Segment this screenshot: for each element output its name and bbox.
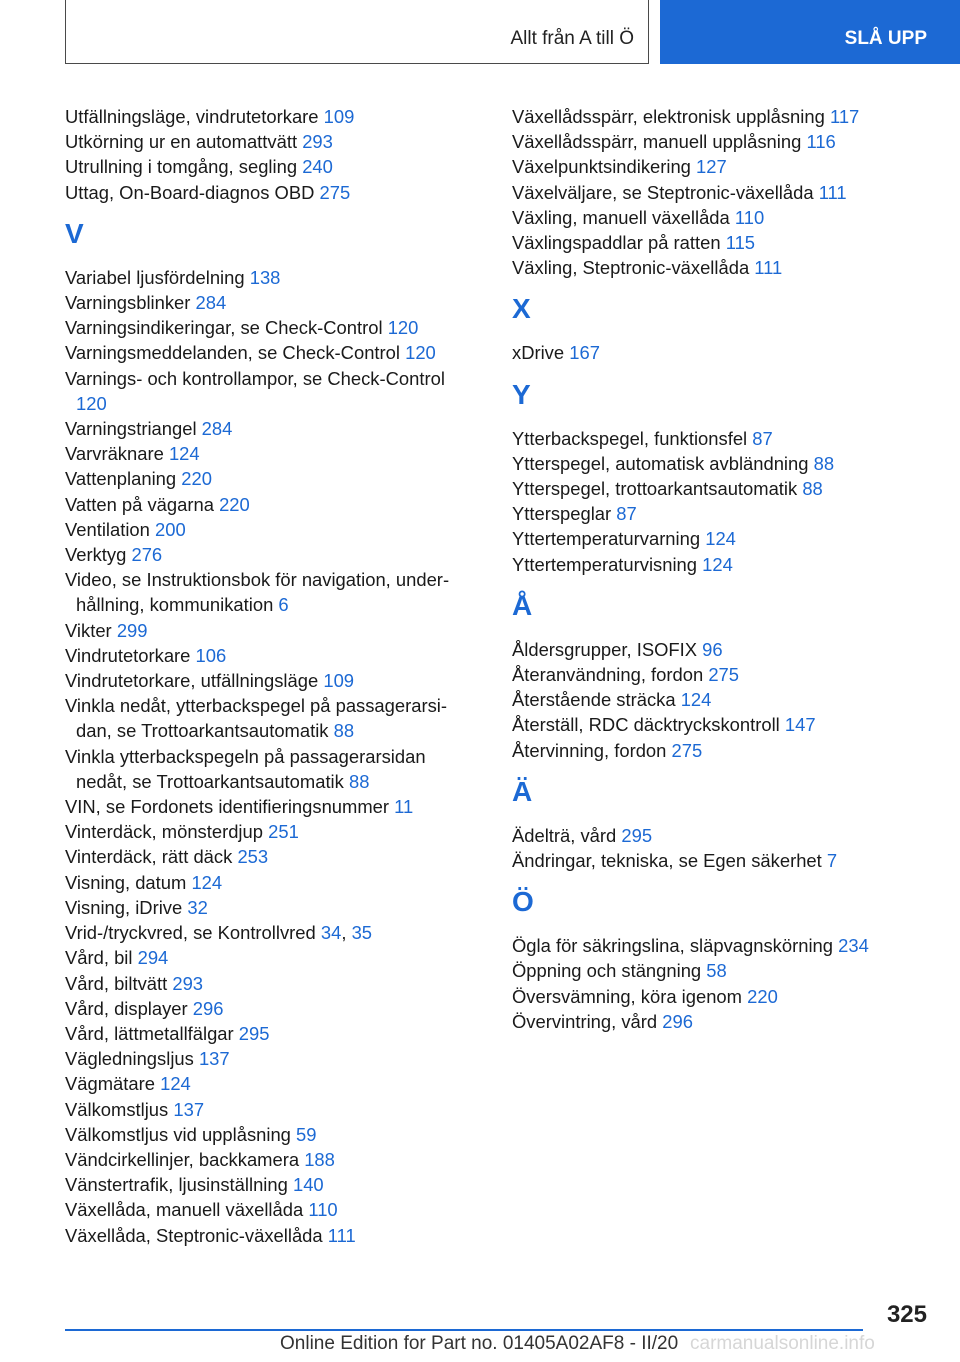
index-entry <box>65 920 465 945</box>
index-entry <box>512 255 912 280</box>
index-entry-text: Vikter <box>65 619 112 641</box>
index-entry <box>65 819 465 844</box>
page-link[interactable]: 138 <box>249 266 281 288</box>
index-entry <box>65 1071 465 1096</box>
index-entry <box>65 441 465 466</box>
page-link[interactable]: 137 <box>198 1048 230 1070</box>
index-entry <box>512 230 912 255</box>
index-entry-text: Vård, displayer <box>65 997 188 1019</box>
page-link[interactable]: 87 <box>616 503 637 525</box>
index-entry-text: Ventilation <box>65 518 150 540</box>
page-link[interactable]: 275 <box>319 181 351 203</box>
page-link[interactable]: 6 <box>278 594 289 616</box>
index-entry-text: VIN, se Fordonets identifieringsnummer <box>65 796 390 818</box>
index-entry <box>512 552 912 577</box>
page-link[interactable]: 234 <box>838 935 869 957</box>
index-entry <box>65 1097 465 1122</box>
index-entry-text: Visning, datum <box>65 871 187 893</box>
index-entry <box>65 517 465 542</box>
page-link[interactable]: 88 <box>802 478 823 500</box>
index-entry <box>512 848 912 873</box>
header-title-box <box>65 0 649 64</box>
index-entry-text: Ytterspegel, automatisk avbländning <box>512 452 809 474</box>
index-entry-text: Växellåda, Steptronic-växellåda <box>65 1224 323 1246</box>
index-entry-text: Varnings- och kontrollampor, se Check-Control <box>65 367 445 389</box>
index-entry-text: Vattenplaning <box>65 468 177 490</box>
index-entry-text: xDrive <box>512 342 565 364</box>
footer-watermark: carmanualsonline.info <box>690 1333 875 1354</box>
index-entry <box>512 205 912 230</box>
page-link[interactable]: 127 <box>696 156 727 178</box>
page-link[interactable]: 124 <box>680 689 712 711</box>
index-entry-text: Växellådsspärr, manuell upplåsning <box>512 131 802 153</box>
index-entry-text: Vänstertrafik, ljusinställning <box>65 1174 288 1196</box>
page-link[interactable]: 88 <box>333 720 355 742</box>
index-entry-text: Ytterbackspegel, funktionsfel <box>512 427 748 449</box>
page-link[interactable]: 87 <box>752 427 773 449</box>
index-entry-text: Vård, lättmetallfälgar <box>65 1022 234 1044</box>
page-link[interactable]: 59 <box>296 1123 317 1145</box>
page-link[interactable]: 111 <box>754 257 783 279</box>
page-link[interactable]: 137 <box>173 1098 205 1120</box>
index-entry <box>512 154 912 179</box>
index-entry-text: Vård, biltvätt <box>65 972 168 994</box>
index-letter-heading: Å <box>512 589 533 621</box>
index-letter-heading: Ö <box>512 886 534 918</box>
index-entry <box>65 693 465 743</box>
page-link[interactable]: 167 <box>569 342 600 364</box>
index-column-left <box>65 104 465 1248</box>
index-entry <box>512 180 912 205</box>
page-link[interactable]: 111 <box>327 1224 356 1246</box>
index-letter-heading: V <box>65 217 84 249</box>
index-entry <box>65 794 465 819</box>
index-entry <box>512 933 912 958</box>
index-entry <box>65 1172 465 1197</box>
index-entry <box>512 501 912 526</box>
index-entry-text: Utkörning ur en automattvätt <box>65 131 298 153</box>
index-entry-text: Växlingspaddlar på ratten <box>512 232 721 254</box>
page-link[interactable]: 111 <box>818 181 847 203</box>
index-entry-text: Varningsmeddelanden, se Check-Control <box>65 342 400 364</box>
page-link[interactable]: 11 <box>394 796 414 818</box>
page-link[interactable]: 124 <box>191 871 223 893</box>
page-link[interactable]: 109 <box>323 106 355 127</box>
page-link[interactable]: 110 <box>308 1199 338 1221</box>
index-entry <box>65 567 465 617</box>
index-entry <box>65 1122 465 1147</box>
page-link[interactable]: 284 <box>201 418 233 440</box>
index-entry-text: Vinkla ytterbackspegeln på passagerarsidan nedåt, se Trottoarkantsautomatik <box>65 745 426 792</box>
index-entry <box>512 637 912 662</box>
index-entry-text: Vård, bil <box>65 947 133 969</box>
index-entry <box>512 712 912 737</box>
index-entry-text: Återstående sträcka <box>512 689 676 711</box>
index-entry-text: Varningsblinker <box>65 292 191 314</box>
index-entry <box>512 738 912 763</box>
index-entry-text: Varningstriangel <box>65 418 197 440</box>
index-entry-text: Växling, manuell växellåda <box>512 206 730 228</box>
index-entry <box>65 129 465 154</box>
page-link[interactable]: 200 <box>155 518 186 540</box>
index-entry <box>512 526 912 551</box>
index-entry <box>65 744 465 794</box>
index-entry-text: Växelpunktsindikering <box>512 156 691 178</box>
index-letter-heading: X <box>512 293 531 325</box>
page-link[interactable]: 115 <box>725 232 756 254</box>
index-entry <box>65 996 465 1021</box>
index-entry-text: Variabel ljusfördelning <box>65 266 245 288</box>
index-entry-text: Utrullning i tomgång, segling <box>65 156 298 178</box>
index-entry-text: Ändringar, tekniska, se Egen säkerhet <box>512 850 822 872</box>
page-link[interactable]: 276 <box>131 544 163 566</box>
index-entry <box>512 823 912 848</box>
index-entry-text: Åldersgrupper, ISOFIX <box>512 638 698 660</box>
page-link[interactable]: 294 <box>137 947 169 969</box>
page-link[interactable]: 120 <box>405 342 436 364</box>
footer-divider <box>65 1329 863 1331</box>
index-entry-text: Utfällningsläge, vindrutetorkare <box>65 106 319 127</box>
index-entry-text: Vindrutetorkare, utfällningsläge <box>65 670 319 692</box>
index-entry <box>65 315 465 340</box>
page-number: 325 <box>886 1301 927 1328</box>
footer-edition-text: Online Edition for Part no. 01405A02AF8 - II/20 <box>280 1333 679 1354</box>
page-link[interactable]: 275 <box>708 664 740 686</box>
page-link[interactable]: 295 <box>238 1022 270 1044</box>
index-entry-text: Verktyg <box>65 544 127 566</box>
page-link[interactable]: 124 <box>160 1073 191 1095</box>
index-entry-text: Ädelträ, vård <box>512 824 617 846</box>
page-link[interactable]: 7 <box>826 850 838 872</box>
page-link[interactable]: 240 <box>302 156 333 178</box>
page-link[interactable]: 293 <box>172 972 204 994</box>
index-entry-text: Uttag, On-Board-diagnos OBD <box>65 181 315 203</box>
index-entry-text: Växling, Steptronic-växellåda <box>512 257 750 279</box>
page-link[interactable]: 188 <box>304 1148 335 1170</box>
index-entry <box>65 416 465 441</box>
index-entry <box>512 451 912 476</box>
page-separator: , <box>341 922 347 944</box>
lookup-button[interactable]: SLÅ UPP <box>660 0 960 64</box>
index-entry <box>65 154 465 179</box>
page-link[interactable]: 32 <box>187 896 208 918</box>
page-link[interactable]: 293 <box>302 131 333 153</box>
index-entry <box>512 687 912 712</box>
page-link[interactable]: 147 <box>784 714 816 736</box>
index-entry-text: Växellådsspärr, elektronisk upplåsning <box>512 106 825 127</box>
index-entry-text: Varvräknare <box>65 443 164 465</box>
index-entry-text: Vinkla nedåt, ytterbackspegel på passagerarsidan, se Trottoarkantsautomatik <box>65 695 448 742</box>
index-entry <box>65 1147 465 1172</box>
index-entry-text: Video, se Instruktionsbok för navigation, underhållning, kommunikation <box>65 569 450 616</box>
index-letter-heading: Ä <box>512 775 533 807</box>
index-entry-text: Vatten på vägarna <box>65 493 214 515</box>
page-link[interactable]: 296 <box>192 997 224 1019</box>
page-link[interactable]: 120 <box>76 392 107 414</box>
index-entry-text: Vägmätare <box>65 1073 155 1095</box>
page-link[interactable]: 110 <box>734 206 765 228</box>
index-entry <box>512 984 912 1009</box>
index-entry <box>65 668 465 693</box>
page-link[interactable]: 34 <box>320 922 342 944</box>
index-entry-text: Visning, iDrive <box>65 896 183 918</box>
index-entry-text: Växellåda, manuell växellåda <box>65 1199 304 1221</box>
index-entry <box>65 290 465 315</box>
page-link[interactable]: 275 <box>671 739 703 761</box>
page-link[interactable]: 220 <box>181 468 212 490</box>
index-entry-text: Vindrutetorkare <box>65 644 191 666</box>
index-entry <box>512 476 912 501</box>
index-entry <box>65 844 465 869</box>
index-entry <box>65 971 465 996</box>
index-entry-text: Återvinning, fordon <box>512 739 667 761</box>
index-entry <box>65 180 465 205</box>
page-link[interactable]: 295 <box>621 824 653 846</box>
index-entry <box>512 958 912 983</box>
index-entry-text: Översvämning, köra igenom <box>512 985 742 1007</box>
index-entry-text: Välkomstljus vid upplåsning <box>65 1123 291 1145</box>
index-entry <box>65 1046 465 1071</box>
index-entry-text: Ytterspegel, trottoarkantsautomatik <box>512 478 798 500</box>
index-entry-text: Öppning och stängning <box>512 960 702 982</box>
page-link[interactable]: 253 <box>237 846 269 868</box>
index-entry-text: Återställ, RDC däcktryckskontroll <box>512 714 780 736</box>
index-entry-text: Yttertemperaturvisning <box>512 553 698 575</box>
index-entry <box>512 129 912 154</box>
page-link[interactable]: 296 <box>662 1010 693 1032</box>
page-link[interactable]: 284 <box>195 292 227 314</box>
index-entry-text: Vägledningsljus <box>65 1048 194 1070</box>
index-entry <box>65 265 465 290</box>
index-entry-text: Ytterspeglar <box>512 503 612 525</box>
page-link[interactable]: 117 <box>829 106 860 127</box>
index-entry-text: Vinterdäck, rätt däck <box>65 846 233 868</box>
page-link[interactable]: 124 <box>705 528 736 550</box>
index-entry <box>65 643 465 668</box>
index-letter-heading: Y <box>512 378 531 410</box>
index-entry <box>65 366 465 416</box>
page-link[interactable]: 106 <box>195 644 227 666</box>
index-entry <box>512 104 912 129</box>
index-entry <box>512 426 912 451</box>
page-link[interactable]: 140 <box>292 1174 324 1196</box>
index-entry-text: Välkomstljus <box>65 1098 169 1120</box>
index-entry-text: Övervintring, vård <box>512 1010 658 1032</box>
index-entry-text: Yttertemperaturvarning <box>512 528 701 550</box>
page-link[interactable]: 96 <box>702 638 723 660</box>
index-entry-text: Vändcirkellinjer, backkamera <box>65 1148 300 1170</box>
index-entry <box>65 945 465 970</box>
page-link[interactable]: 124 <box>168 443 200 465</box>
page-link[interactable]: 109 <box>323 670 355 692</box>
index-entry <box>65 870 465 895</box>
index-entry <box>65 1197 465 1222</box>
page-link[interactable]: 58 <box>706 960 727 982</box>
page-link[interactable]: 299 <box>116 619 148 641</box>
page-link[interactable]: 35 <box>351 922 373 944</box>
index-entry <box>512 662 912 687</box>
index-entry-text: Varningsindikeringar, se Check-Control <box>65 317 383 339</box>
index-entry-text: Vrid-/tryckvred, se Kontrollvred <box>65 922 316 944</box>
index-entry <box>512 1009 912 1034</box>
index-entry <box>65 618 465 643</box>
page-link[interactable]: 120 <box>387 317 419 339</box>
header-title: Allt från A till Ö <box>510 28 634 49</box>
index-entry <box>65 1223 465 1248</box>
index-entry <box>65 492 465 517</box>
index-entry <box>65 1021 465 1046</box>
index-entry <box>65 466 465 491</box>
index-entry-text: Ögla för säkringslina, släpvagnskörning <box>512 935 833 957</box>
page-link[interactable]: 220 <box>219 493 250 515</box>
index-entry <box>65 104 465 129</box>
index-entry <box>65 895 465 920</box>
index-entry <box>65 542 465 567</box>
page-link[interactable]: 88 <box>348 770 370 792</box>
index-entry-text: Återanvändning, fordon <box>512 664 704 686</box>
page-link[interactable]: 88 <box>813 452 835 474</box>
page-link[interactable]: 116 <box>806 131 836 153</box>
index-entry <box>65 340 465 365</box>
index-entry-text: Växelväljare, se Steptronic-växellåda <box>512 181 814 203</box>
page-link[interactable]: 220 <box>747 985 778 1007</box>
index-entry-text: Vinterdäck, mönsterdjup <box>65 821 263 843</box>
page-link[interactable]: 251 <box>268 821 299 843</box>
page-link[interactable]: 124 <box>702 553 733 575</box>
index-entry <box>512 340 912 365</box>
index-column-right <box>512 104 912 1034</box>
